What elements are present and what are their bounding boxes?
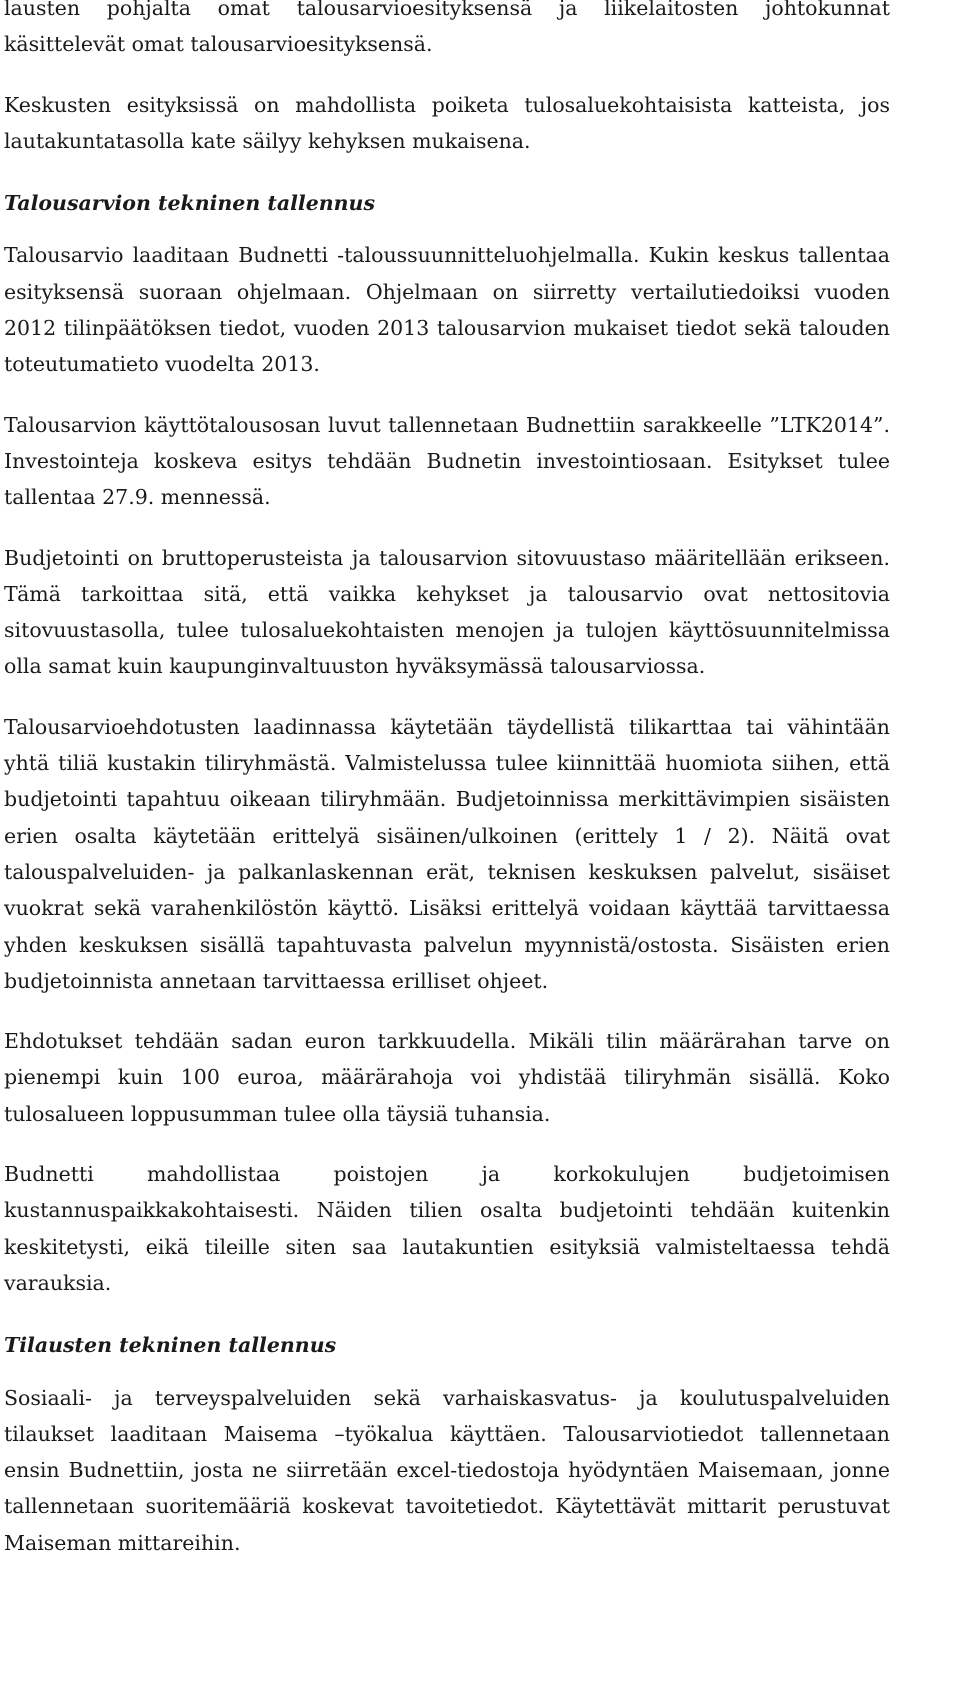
document-page <box>4 0 890 1561</box>
section-heading-budget-technical-saving: Talousarvion tekninen tallennus <box>4 191 376 216</box>
paragraph-ltk2014: Talousarvion käyttötalousosan luvut tallennetaan Budnettiin sarakkeelle ”LTK2014”. Investointeja koskeva esitys tehdään Budnetin investointiosaan. Esitykset tulee tallentaa 27.9. mennessä. <box>4 412 890 510</box>
paragraph-precision: Ehdotukset tehdään sadan euron tarkkuudella. Mikäli tilin määrärahan tarve on pienempi kuin 100 euroa, määrärahoja voi yhdistää tiliryhmän sisällä. Koko tulosalueen loppusumman tulee olla täysiä tuhansia. <box>4 1029 890 1126</box>
paragraph-budnetti: Talousarvio laaditaan Budnetti -taloussuunnitteluohjelmalla. Kukin keskus tallentaa esityksensä suoraan ohjelmaan. Ohjelmaan on siirretty vertailutiedoiksi vuoden 2012 tilinpäätöksen tiedot, vuoden 2013 talousarvion mukaiset tiedot sekä talouden toteutumatieto vuodelta 2013. <box>4 243 890 377</box>
section-heading-orders-technical-saving: Tilausten tekninen tallennus <box>4 1333 337 1358</box>
paragraph-exceptions: Keskusten esityksissä on mahdollista poiketa tulosaluekohtaisista katteista, jos lautakuntatasolla kate säilyy kehyksen mukaisena. <box>4 92 890 153</box>
paragraph-maisema: Sosiaali- ja terveyspalveluiden sekä varhaiskasvatus- ja koulutuspalveluiden tilaukset laaditaan Maisema –työkalua käyttäen. Talousarviotiedot tallennetaan ensin Budnettiin, josta ne siirretään excel-tiedostoja hyödyntäen Maisemaan, jonne tallennetaan suoritemääriä koskevat tavoitetiedot. Käytettävät mittarit perustuvat Maiseman mittareihin. <box>4 1385 890 1555</box>
paragraph-continuation: lausten pohjalta omat talousarvioesityksensä ja liikelaitosten johtokunnat käsittelevät omat talousarvioesityksensä. <box>4 0 890 57</box>
paragraph-gross-budgeting: Budjetointi on bruttoperusteista ja talousarvion sitovuustaso määritellään erikseen. Tämä tarkoittaa sitä, että vaikka kehykset ja talousarvio ovat nettositovia sitovuustasolla, tulee tulosaluekohtaisten menojen ja tulojen käyttösuunnitelmissa olla samat kuin kaupunginvaltuuston hyväksymässä talousarviossa. <box>4 545 890 679</box>
paragraph-depreciation: Budnetti mahdollistaa poistojen ja korkokulujen budjetoimisen kustannuspaikkakohtaisesti. Näiden tilien osalta budjetointi tehdään kuitenkin keskitetysti, eikä tileille siten saa lautakuntien esityksiä valmisteltaessa tehdä varauksia. <box>4 1162 890 1295</box>
paragraph-chart-of-accounts: Talousarvioehdotusten laadinnassa käytetään täydellistä tilikarttaa tai vähintään yhtä tiliä kustakin tiliryhmästä. Valmistelussa tulee kiinnittää huomiota siihen, että budjetointi tapahtuu oikeaan tiliryhmään. Budjetoinnissa merkittävimpien sisäisten erien osalta käytetään erittelyä sisäinen/ulkoinen (erittely 1 / 2). Näitä ovat talouspalveluiden- ja palkanlaskennan erät, teknisen keskuksen palvelut, sisäiset vuokrat sekä varahenkilöstön käyttö. Lisäksi erittelyä voidaan käyttää tarvittaessa yhden keskuksen sisällä tapahtuvasta palvelun myynnistä/ostosta. Sisäisten erien budjetoinnista annetaan tarvittaessa erilliset ohjeet. <box>4 714 890 993</box>
